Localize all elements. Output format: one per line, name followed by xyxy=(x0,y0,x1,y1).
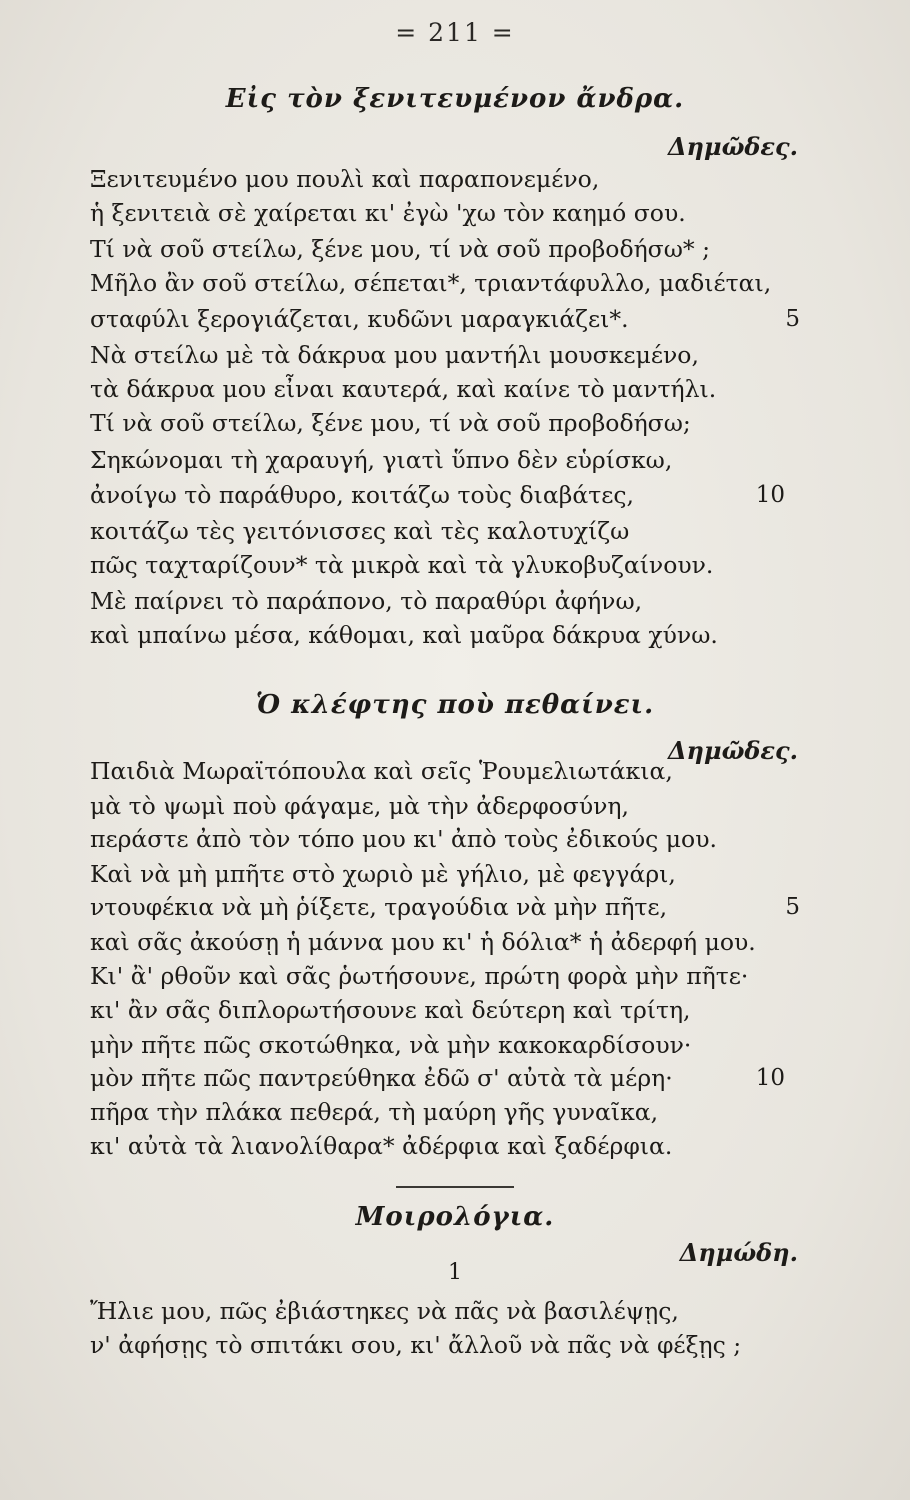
poem1-line-13: Μὲ παίρνει τὸ παράπονο, τὸ παραθύρι ἀφήνω, xyxy=(90,587,643,615)
poem3-title: Μοιρολόγια. xyxy=(355,1202,555,1232)
poem3-line-1: Ἤλιε μου, πῶς ἐβιάστηκες νὰ πᾶς νὰ βασιλέψῃς, xyxy=(90,1297,679,1325)
section-divider xyxy=(396,1186,514,1188)
poem1-line-2: ἡ ξενιτειὰ σὲ χαίρεται κι' ἐγὼ 'χω τὸν καημό σου. xyxy=(90,199,686,227)
poem2-attribution: Δημῶδες. xyxy=(667,736,798,765)
poem1-title: Εἰς τὸν ξενιτευμένον ἄνδρα. xyxy=(225,84,685,114)
poem2-line-6: καὶ σᾶς ἀκούσῃ ἡ μάννα μου κι' ἡ δόλια* ἡ ἀδερφή μου. xyxy=(90,928,756,956)
poem1-line-number-5: 5 xyxy=(785,306,800,332)
poem2-line-1: Παιδιὰ Μωραϊτόπουλα καὶ σεῖς Ῥουμελιωτάκια, xyxy=(90,757,673,785)
poem1-line-4: Μῆλο ἂν σοῦ στείλω, σέπεται*, τριαντάφυλλο, μαδιέται, xyxy=(90,269,772,297)
poem2-line-number-5: 5 xyxy=(785,894,800,920)
poem1-line-12: πῶς ταχταρίζουν* τὰ μικρὰ καὶ τὰ γλυκοβυζαίνουν. xyxy=(90,551,714,579)
poem1-line-6: Νὰ στείλω μὲ τὰ δάκρυα μου μαντήλι μουσκεμένο, xyxy=(90,341,699,369)
poem1-line-7: τὰ δάκρυα μου εἶναι καυτερά, καὶ καίνε τὸ μαντήλι. xyxy=(90,375,717,403)
poem1-line-14: καὶ μπαίνω μέσα, κάθομαι, καὶ μαῦρα δάκρυα χύνω. xyxy=(90,621,718,649)
poem1-line-10: ἀνοίγω τὸ παράθυρο, κοιτάζω τοὺς διαβάτες, xyxy=(90,481,634,509)
poem3-line-2: ν' ἀφήσῃς τὸ σπιτάκι σου, κι' ἄλλοῦ νὰ πᾶς νὰ φέξῃς ; xyxy=(90,1331,742,1359)
poem2-line-number-10: 10 xyxy=(755,1065,785,1091)
poem3-number: 1 xyxy=(448,1260,462,1285)
poem1-attribution: Δημῶδες. xyxy=(667,132,798,161)
poem2-line-11: πῆρα τὴν πλάκα πεθερά, τὴ μαύρη γῆς γυναῖκα, xyxy=(90,1098,659,1126)
poem2-line-10: μὸν πῆτε πῶς παντρεύθηκα ἐδῶ σ' αὐτὰ τὰ μέρη· xyxy=(90,1064,673,1092)
poem1-line-number-10: 10 xyxy=(755,482,785,508)
poem2-line-4: Καὶ νὰ μὴ μπῆτε στὸ χωριὸ μὲ γήλιο, μὲ φεγγάρι, xyxy=(90,860,676,888)
poem2-title: Ὁ κλέφτης ποὺ πεθαίνει. xyxy=(255,690,655,720)
poem2-line-3: περάστε ἀπὸ τὸν τόπο μου κι' ἀπὸ τοὺς ἐδικούς μου. xyxy=(90,825,717,853)
page-number: = 211 = xyxy=(395,18,515,47)
poem1-line-5: σταφύλι ξερογιάζεται, κυδῶνι μαραγκιάζει*. xyxy=(90,305,629,333)
poem2-line-9: μὴν πῆτε πῶς σκοτώθηκα, νὰ μὴν κακοκαρδίσουν· xyxy=(90,1031,692,1059)
poem1-line-3: Τί νὰ σοῦ στείλω, ξένε μου, τί νὰ σοῦ προβοδήσω* ; xyxy=(90,235,711,263)
poem2-line-2: μὰ τὸ ψωμὶ ποὺ φάγαμε, μὰ τὴν ἀδερφοσύνη, xyxy=(90,792,629,820)
poem2-line-12: κι' αὐτὰ τὰ λιανολίθαρα* ἀδέρφια καὶ ξαδέρφια. xyxy=(90,1132,673,1160)
poem1-line-9: Σηκώνομαι τὴ χαραυγή, γιατὶ ὕπνο δὲν εὑρίσκω, xyxy=(90,446,673,474)
poem1-line-1: Ξενιτευμένο μου πουλὶ καὶ παραπονεμένο, xyxy=(90,165,600,193)
poem1-line-11: κοιτάζω τὲς γειτόνισσες καὶ τὲς καλοτυχίζω xyxy=(90,517,630,545)
poem2-line-8: κι' ἂν σᾶς διπλορωτήσουνε καὶ δεύτερη καὶ τρίτη, xyxy=(90,996,691,1024)
poem3-attribution: Δημώδη. xyxy=(679,1238,798,1267)
poem2-line-7: Κι' ἂ' ρθοῦν καὶ σᾶς ῥωτήσουνε, πρώτη φορὰ μὴν πῆτε· xyxy=(90,962,749,990)
poem1-line-8: Τί νὰ σοῦ στείλω, ξένε μου, τί νὰ σοῦ προβοδήσω; xyxy=(90,409,691,437)
poem2-line-5: ντουφέκια νὰ μὴ ῥίξετε, τραγούδια νὰ μὴν πῆτε, xyxy=(90,893,668,921)
